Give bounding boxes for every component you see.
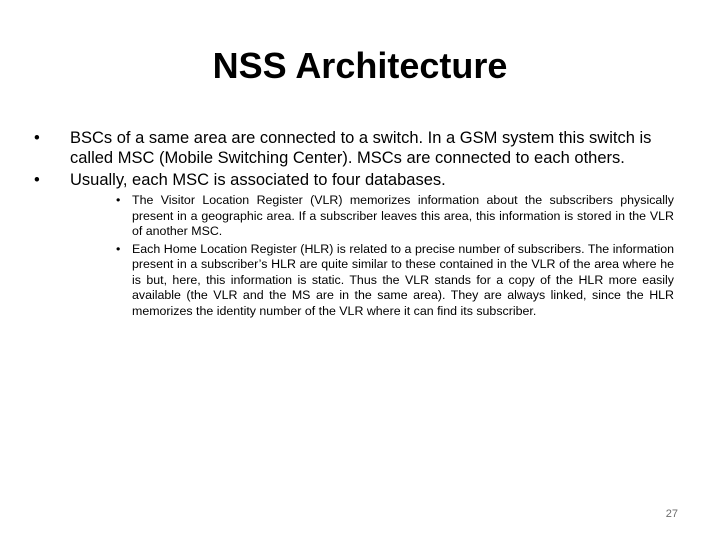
slide-title: NSS Architecture [212,45,508,86]
sub-bullet-text: Each Home Location Register (HLR) is related to a precise number of subscribers. The information present in a subscriber’s HLR are quite similar to these contained in the VLR of the area where he is but, here, this information is static. Thus the VLR stands for a copy of the HLR more easily available (the VLR and the MS are in the same area). They are always linked, since the HLR memorizes the identity number of the VLR where it can find its subscriber. [132,241,674,318]
bullet-item [34,170,684,190]
bullet-text: Usually, each MSC is associated to four databases. [70,171,446,189]
sub-bullet-text: The Visitor Location Register (VLR) memorizes information about the subscribers physically present in a geographic area. If a subscriber leaves this area, this information is stored in the VLR of another MSC. [132,193,674,238]
bullet-dot-icon: • [34,129,40,147]
bullet-list [34,128,684,192]
sub-bullet-item [116,242,674,320]
sub-bullet-list [116,193,674,321]
bullet-dot-icon: • [34,171,40,189]
sub-bullet-item [116,193,674,240]
sub-bullet-dot-icon: • [116,193,121,207]
page-number: 27 [665,508,678,520]
sub-bullet-dot-icon: • [116,241,121,256]
bullet-text: BSCs of a same area are connected to a switch. In a GSM system this switch is called MSC (Mobile Switching Center). MSCs are connected to each others. [70,129,652,167]
bullet-item [34,128,684,168]
